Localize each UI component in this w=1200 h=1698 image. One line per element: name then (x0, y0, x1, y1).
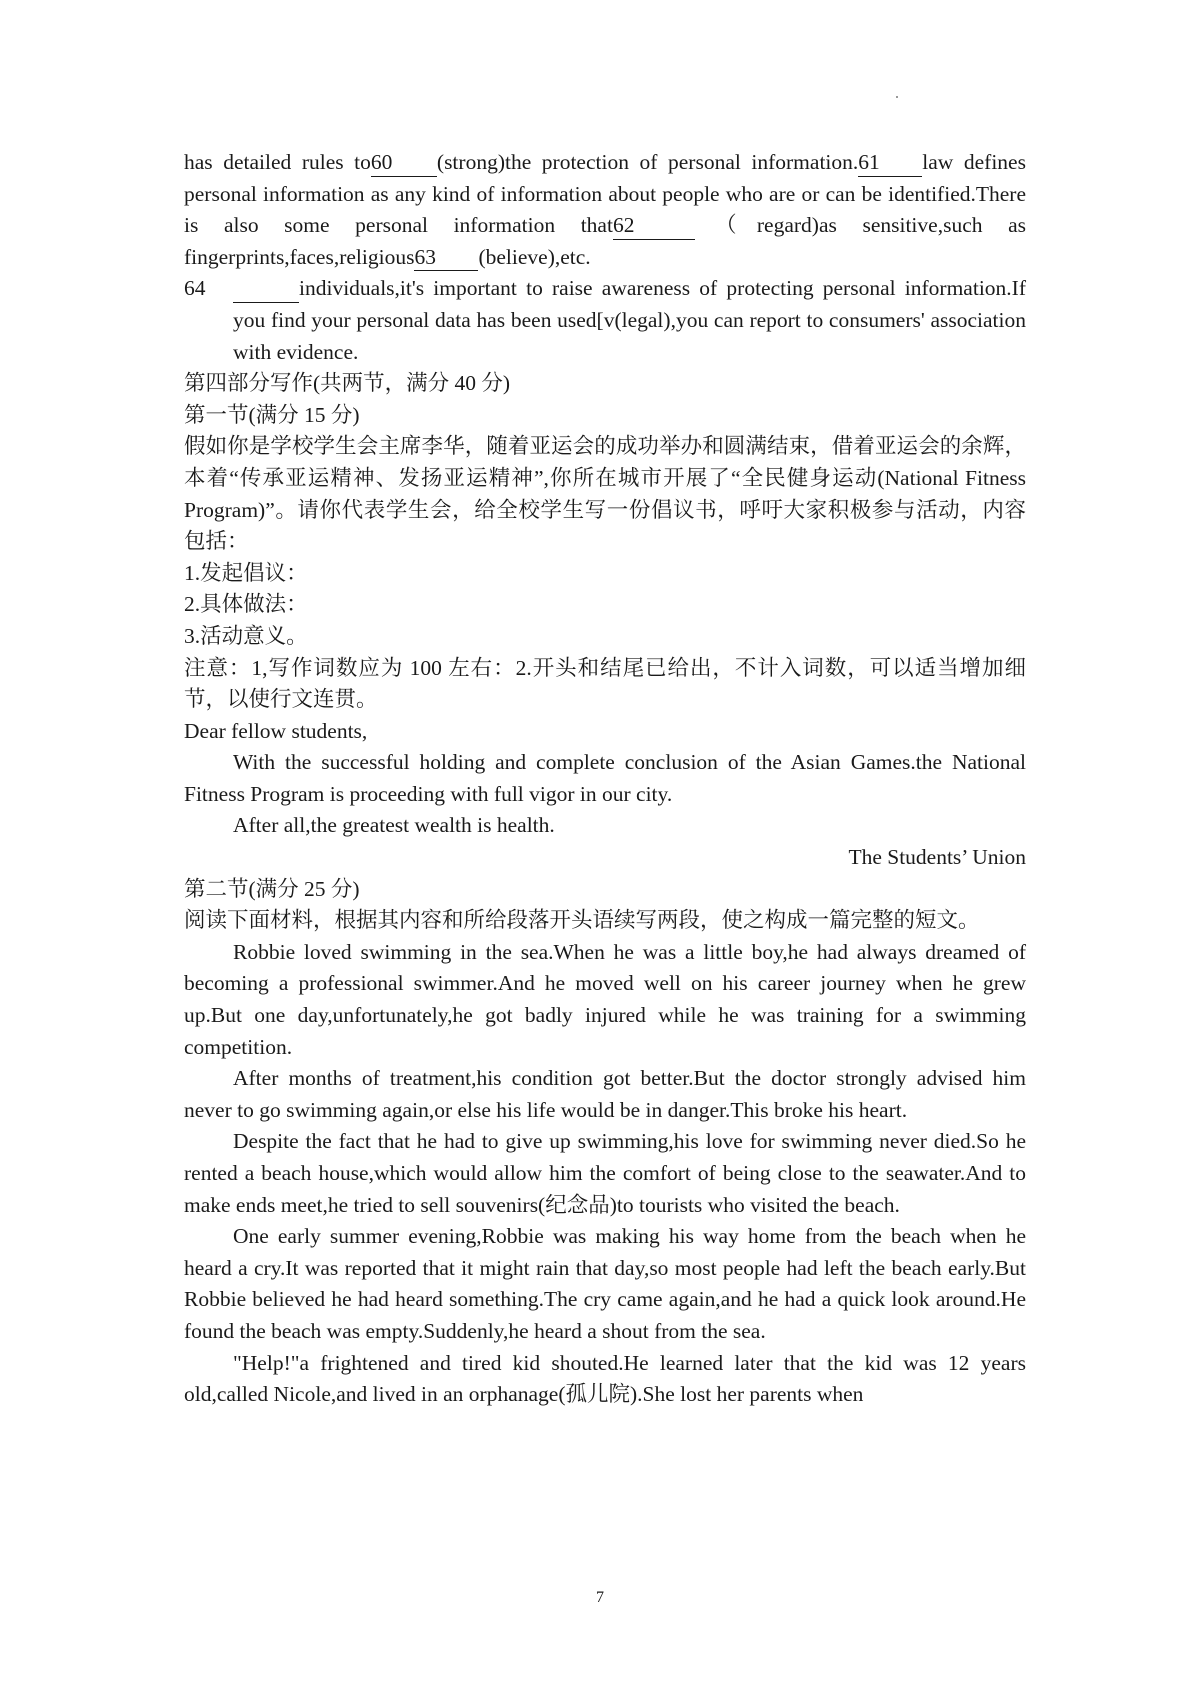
story-paragraph: After months of treatment,his condition got better.But the doctor strongly advised him never to go swimming again,or else his life would be in danger.This broke his heart. (184, 1066, 1026, 1122)
page-number: 7 (596, 1589, 604, 1606)
passage-text: (strong)the protection of personal information. (436, 150, 859, 174)
letter-closing: After all,the greatest wealth is health. (233, 813, 555, 838)
blank-62: 62 (613, 210, 695, 242)
story-paragraph: "Help!"a frightened and tired kid shouted.He learned later that the kid was 12 years old,called Nicole,and lived in an orphanage(孤儿院).She lost her parents when (184, 1350, 1026, 1407)
passage-text: law defines personal information as any kind of information about people who are or can be identified.There is also some personal information that (184, 150, 1026, 238)
passage-text: （regard)as sensitive,such as fingerprints,faces,religious (184, 213, 1026, 269)
part-heading: 第四部分写作(共两节，满分 40 分) (184, 371, 511, 396)
blank-63: 63 (414, 242, 478, 274)
story-paragraph: One early summer evening,Robbie was making his way home from the beach when he heard a cry.It was reported that it might rain that day,so most people had left the beach early.But Robbie believed he had heard something.The cry came again,and he had a quick look around.He found the beach was empty.Suddenly,he heard a shout from the sea. (184, 1224, 1026, 1343)
passage-text: (believe),etc. (478, 244, 591, 269)
blank-64: 64 (233, 273, 299, 305)
passage-paragraph-1 (184, 147, 1026, 273)
story-paragraph: Despite the fact that he had to give up swimming,his love for swimming never died.So he rented a beach house,which would allow him the comfort of being close to the seawater.And to make ends meet,he tried to sell souvenirs(纪念品)to tourists who visited the beach. (184, 1129, 1026, 1217)
requirement-item: 1.发起倡议： (184, 560, 308, 585)
section-1-heading: 第一节(满分 15 分) (184, 402, 360, 427)
blank-61: 61 (858, 147, 922, 179)
passage-text: has detailed rules to (184, 150, 371, 174)
requirement-item: 2.具体做法： (184, 592, 308, 617)
section-2-instructions: 阅读下面材料，根据其内容和所给段落开头语续写两段，使之构成一篇完整的短文。 (184, 908, 980, 933)
passage-text: individuals,it's important to raise awareness of protecting personal information.If you find your personal data has been used[v(legal),you can report to consumers' association with evidence. (233, 276, 1026, 364)
scan-speck (896, 96, 898, 98)
page-content (184, 147, 1026, 1411)
section-2-heading: 第二节(满分 25 分) (184, 876, 360, 901)
requirement-item: 3.活动意义。 (184, 623, 308, 648)
section-1-prompt: 假如你是学校学生会主席李华，随着亚运会的成功举办和圆满结束，借着亚运会的余辉，本着“传承亚运精神、发扬亚运精神”,你所在城市开展了“全民健身运动(National Fitness Program)”。请你代表学生会，给全校学生写一份倡议书，呼吁大家积极参与活动，内容包括： (184, 434, 1026, 554)
letter-opening: With the successful holding and complete conclusion of the Asian Games.the National Fitness Program is proceeding with full vigor in our city. (184, 750, 1026, 806)
letter-signature: The Students’ Union (848, 845, 1026, 870)
passage-paragraph-2 (184, 273, 1026, 368)
letter-salutation: Dear fellow students, (184, 718, 368, 743)
blank-60: 60 (371, 147, 437, 179)
story-paragraph: Robbie loved swimming in the sea.When he was a little boy,he had always dreamed of becoming a professional swimmer.And he moved well on his career journey when he grew up.But one day,unfortunately,he got badly injured while he was training for a swimming competition. (184, 939, 1026, 1059)
writing-note: 注意：1,写作词数应为 100 左右：2.开头和结尾已给出，不计入词数，可以适当增加细节，以使行文连贯。 (184, 655, 1026, 712)
